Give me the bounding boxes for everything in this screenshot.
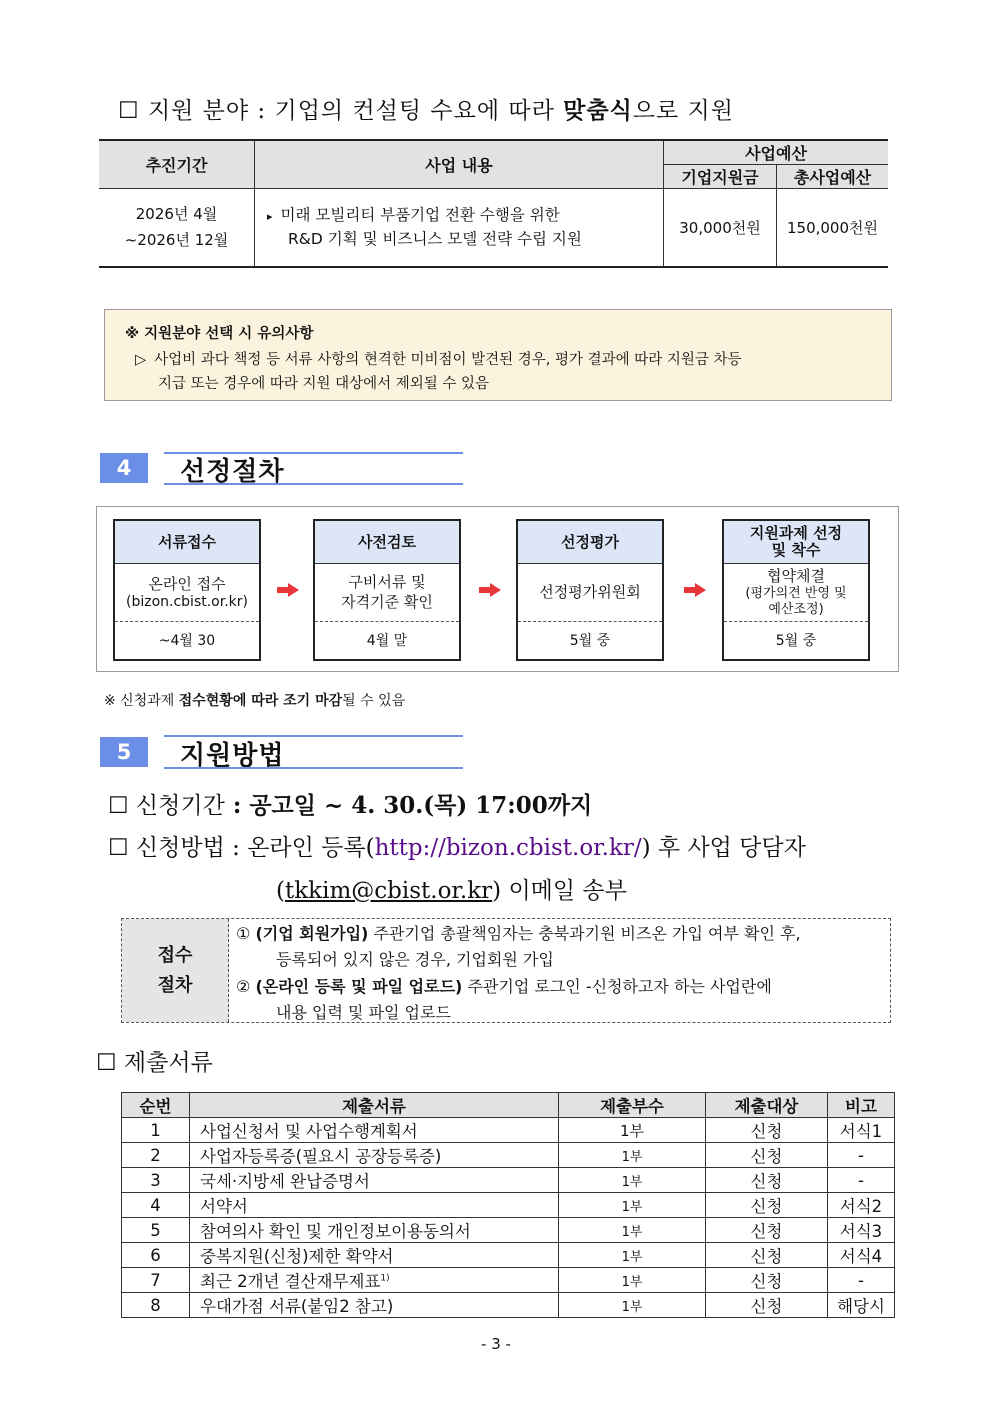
- step-document-receipt: [113, 519, 261, 661]
- row-note: 해당시: [828, 1293, 895, 1318]
- table-row: [122, 1118, 895, 1143]
- step-body-line-1: 협약체결: [767, 567, 825, 585]
- step-body-line-2: (bizon.cbist.or.kr): [126, 594, 248, 610]
- period-end: ~2026년 12월: [124, 231, 229, 250]
- step-body: [315, 563, 459, 621]
- budget-content-cell: [255, 189, 664, 267]
- procedure-label: [122, 919, 229, 1022]
- row-copies: 1부: [559, 1118, 706, 1143]
- application-period-line: [108, 787, 592, 820]
- table-row: [122, 1168, 895, 1193]
- application-method-label: ☐ 신청방법: [108, 835, 225, 861]
- row-target: 신청: [706, 1268, 828, 1293]
- budget-header-period: 추진기간: [99, 140, 255, 189]
- row-name: [190, 1268, 559, 1293]
- step-date: 4월 말: [315, 621, 459, 660]
- row-copies: 1부: [559, 1243, 706, 1268]
- step-agreement: [722, 519, 870, 661]
- circled-two-icon: ②: [236, 977, 251, 996]
- row-note: -: [828, 1168, 895, 1193]
- procedure-item-1-line-2: 등록되어 있지 않은 경우, 기업회원 가입: [276, 950, 554, 969]
- content-line-1: 미래 모빌리티 부품기업 전환 수행을 위한: [280, 206, 560, 225]
- step-body-line-1: 선정평가위원회: [539, 583, 641, 601]
- step-selection-evaluation: [516, 519, 664, 661]
- row-name: 국세·지방세 완납증명서: [190, 1168, 559, 1193]
- section-4-number: 4: [100, 453, 148, 483]
- row-note: 서식2: [828, 1193, 895, 1218]
- budget-table: [99, 139, 888, 268]
- row-name: 중복지원(신청)제한 확약서: [190, 1243, 559, 1268]
- documents-heading: ☐ 제출서류: [96, 1050, 213, 1076]
- application-period-value: 공고일 ~ 4. 30.(목) 17:00까지: [249, 792, 593, 819]
- footnote-marker: 1): [380, 1273, 390, 1284]
- row-note: -: [828, 1268, 895, 1293]
- arrow-right-icon: [479, 583, 501, 597]
- note-prefix: ※ 신청과제: [104, 693, 179, 709]
- row-target: 신청: [706, 1168, 828, 1193]
- procedure-item-2-bold: (온라인 등록 및 파일 업로드): [255, 977, 463, 996]
- step-body-line-1: 구비서류 및: [348, 573, 426, 591]
- procedure-item-1-bold: (기업 회원가입): [255, 924, 369, 943]
- table-row: [122, 1218, 895, 1243]
- note-bold: 접수현황에 따라 조기 마감: [178, 693, 343, 709]
- step-pre-review: [313, 519, 461, 661]
- budget-period-cell: [99, 189, 255, 267]
- notice-line-1: [135, 348, 742, 369]
- application-method-sep: :: [224, 835, 248, 861]
- bullet-icon: ▸: [267, 210, 273, 224]
- row-target: 신청: [706, 1193, 828, 1218]
- total-budget-value: 150,000천원: [777, 189, 889, 267]
- step-title: 선정평가: [518, 521, 662, 564]
- email-send-text: 이메일 송부: [501, 878, 627, 904]
- support-field-bold: 맞춤식: [563, 97, 633, 124]
- step-date: ~4월 30: [115, 621, 259, 660]
- support-field-text: 지원 분야 : 기업의 컨설팅 수요에 따라: [147, 98, 564, 124]
- row-name: 사업신청서 및 사업수행계획서: [190, 1118, 559, 1143]
- application-method-line: [108, 829, 806, 862]
- table-row: [122, 1193, 895, 1218]
- paren-open: (: [276, 878, 285, 904]
- procedure-item-1-text: 주관기업 총괄책임자는 충북과기원 비즈온 가입 여부 확인 후,: [368, 924, 801, 943]
- row-note: 서식4: [828, 1243, 895, 1268]
- step-title-line-1: 지원과제 선정: [749, 524, 843, 542]
- table-row: [122, 1143, 895, 1168]
- row-name: 참여의사 확인 및 개인정보이용동의서: [190, 1218, 559, 1243]
- docs-header-target: 제출대상: [706, 1093, 828, 1118]
- table-row: [122, 1293, 895, 1318]
- documents-table: [121, 1092, 895, 1318]
- step-date: 5월 중: [518, 621, 662, 660]
- row-name: 서약서: [190, 1193, 559, 1218]
- section-4-title: 선정절차: [180, 457, 285, 487]
- procedure-label-1: 접수: [157, 944, 193, 966]
- row-no: 7: [122, 1268, 190, 1293]
- application-method-text-2: ) 후 사업 당담자: [641, 835, 806, 861]
- budget-header-total: 총사업예산: [777, 165, 889, 189]
- email-link[interactable]: tkkim@cbist.or.kr: [284, 878, 493, 904]
- receipt-procedure-box: [121, 918, 891, 1023]
- application-period-label: ☐ 신청기간: [108, 793, 225, 819]
- triangle-icon: ▷: [135, 352, 147, 368]
- section-5-number: 5: [100, 737, 148, 767]
- row-copies: 1부: [559, 1193, 706, 1218]
- docs-header-no: 순번: [122, 1093, 190, 1118]
- row-copies: 1부: [559, 1293, 706, 1318]
- step-title: 서류접수: [115, 521, 259, 564]
- row-no: 1: [122, 1118, 190, 1143]
- row-no: 6: [122, 1243, 190, 1268]
- row-target: 신청: [706, 1218, 828, 1243]
- notice-title: ※ 지원분야 선택 시 유의사항: [125, 326, 314, 342]
- table-row: [122, 1268, 895, 1293]
- procedure-item-2-text: 주관기업 로그인 -신청하고자 하는 사업란에: [462, 977, 772, 996]
- circled-one-icon: ①: [236, 924, 251, 943]
- arrow-right-icon: [277, 583, 299, 597]
- row-name: 사업자등록증(필요시 공장등록증): [190, 1143, 559, 1168]
- step-body-line-2: (평가의견 반영 및: [745, 586, 847, 601]
- procedure-item-1: [236, 921, 801, 944]
- row-copies: 1부: [559, 1268, 706, 1293]
- application-period-sep: :: [224, 792, 250, 819]
- row-note: 서식3: [828, 1218, 895, 1243]
- row-target: 신청: [706, 1293, 828, 1318]
- budget-header-budget: 사업예산: [664, 140, 889, 165]
- section-5-title: 지원방법: [180, 741, 285, 771]
- section-5-bottomline: [164, 767, 463, 769]
- note-suffix: 될 수 있음: [342, 693, 406, 709]
- company-support-value: 30,000천원: [664, 189, 777, 267]
- row-copies: 1부: [559, 1168, 706, 1193]
- row-target: 신청: [706, 1118, 828, 1143]
- early-close-note: [104, 690, 405, 710]
- row-no: 4: [122, 1193, 190, 1218]
- row-name: 우대가점 서류(붙임2 참고): [190, 1293, 559, 1318]
- procedure-label-2: 절차: [157, 974, 193, 996]
- notice-line-1-text: 사업비 과다 책정 등 서류 사항의 현격한 미비점이 발견된 경우, 평가 결과에 따라 지원금 차등: [154, 352, 742, 368]
- row-copies: 1부: [559, 1218, 706, 1243]
- row-target: 신청: [706, 1143, 828, 1168]
- step-body-line-1: 온라인 접수: [148, 575, 226, 593]
- step-body: [115, 563, 259, 621]
- arrow-right-icon: [684, 583, 706, 597]
- page-number: - 3 -: [481, 1335, 511, 1353]
- section-4-topline: [164, 452, 463, 454]
- bizon-link[interactable]: http://bizon.cbist.or.kr/: [374, 835, 642, 861]
- section-4-bottomline: [164, 483, 463, 485]
- procedure-item-2-line-2: 내용 입력 및 파일 업로드: [276, 1003, 451, 1022]
- application-method-line-2: [276, 872, 627, 905]
- support-field-suffix: 으로 지원: [632, 98, 734, 124]
- support-field-line: [118, 92, 734, 125]
- budget-header-content: 사업 내용: [255, 140, 664, 189]
- step-body-line-2: 자격기준 확인: [341, 593, 433, 611]
- docs-header-name: 제출서류: [190, 1093, 559, 1118]
- row-name-text: 최근 2개년 결산재무제표: [200, 1272, 381, 1291]
- step-date: 5월 중: [724, 621, 868, 660]
- row-no: 3: [122, 1168, 190, 1193]
- step-title: [724, 521, 868, 564]
- row-no: 5: [122, 1218, 190, 1243]
- step-title-line-2: 및 착수: [771, 541, 821, 559]
- period-start: 2026년 4월: [135, 205, 218, 224]
- budget-header-company-support: 기업지원금: [664, 165, 777, 189]
- section-5-topline: [164, 735, 463, 737]
- step-body: [724, 563, 868, 621]
- notice-box: [104, 309, 892, 401]
- row-note: -: [828, 1143, 895, 1168]
- step-body: [518, 563, 662, 621]
- row-copies: 1부: [559, 1143, 706, 1168]
- step-title: 사전검토: [315, 521, 459, 564]
- row-note: 서식1: [828, 1118, 895, 1143]
- docs-header-copies: 제출부수: [559, 1093, 706, 1118]
- table-row: [122, 1243, 895, 1268]
- docs-header-note: 비고: [828, 1093, 895, 1118]
- notice-line-2: 지급 또는 경우에 따라 지원 대상에서 제외될 수 있음: [158, 376, 490, 392]
- row-no: 8: [122, 1293, 190, 1318]
- checkbox-icon: ☐: [118, 98, 140, 124]
- application-method-text: 온라인 등록(: [247, 835, 375, 861]
- procedure-item-2: [236, 974, 772, 997]
- paren-close: ): [492, 878, 502, 904]
- step-body-line-3: 예산조정): [768, 602, 824, 617]
- content-line-2: R&D 기획 및 비즈니스 모델 전략 수립 지원: [288, 230, 582, 249]
- row-target: 신청: [706, 1243, 828, 1268]
- row-no: 2: [122, 1143, 190, 1168]
